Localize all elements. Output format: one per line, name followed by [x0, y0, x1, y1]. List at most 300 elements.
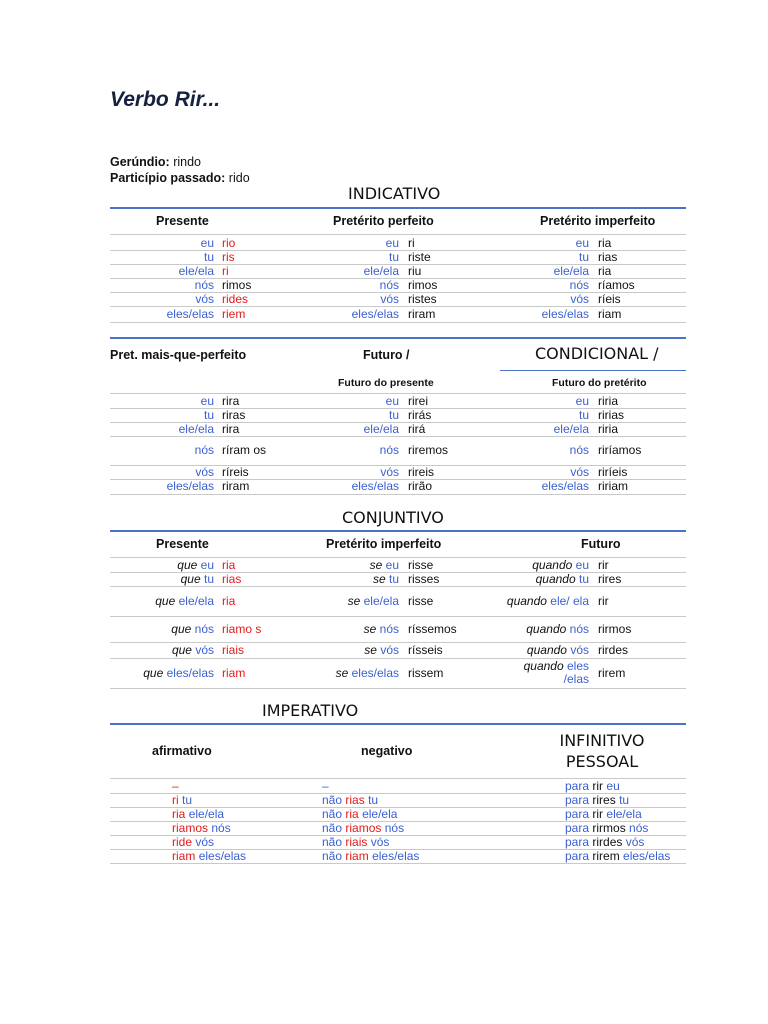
infinitivo-para: para	[565, 834, 590, 849]
condicional-heading: CONDICIONAL /	[535, 344, 659, 363]
ind-pronoun	[110, 264, 214, 278]
conj-conjunction: que	[180, 571, 201, 586]
ind-form-text: riem	[222, 306, 246, 321]
conj-pronoun-wrap	[526, 623, 589, 636]
ind-form-text: ria	[598, 235, 612, 250]
negativo-verb: riais	[345, 834, 368, 849]
afirmativo-pronoun: tu	[182, 792, 193, 807]
mqp-form	[408, 422, 498, 436]
mqp-form	[408, 408, 498, 422]
conj-pronoun-text: tu	[203, 571, 214, 586]
mqp-form	[222, 422, 278, 436]
mqp-form-text: rireis	[408, 464, 434, 479]
mqp-pronoun-text: nós	[569, 443, 589, 457]
imperativo-row	[110, 793, 686, 808]
ind-pronoun-text: eu	[575, 235, 589, 250]
mqp-form-text: rirás	[408, 407, 432, 422]
mqp-pronoun	[110, 465, 214, 479]
conj-pronoun-text: ele/ela	[178, 593, 214, 608]
negativo-nao: –	[322, 778, 329, 793]
conj-conjunction: se	[363, 621, 377, 636]
afirmativo-pronoun: nós	[211, 820, 231, 835]
conj-pronoun-wrap	[155, 595, 214, 608]
conj-form-text: ria	[222, 593, 236, 608]
ind-row	[110, 264, 686, 279]
mqp-form	[408, 436, 498, 465]
mqp-form	[598, 408, 686, 422]
conj-form	[598, 558, 686, 572]
indicativo-header-rule	[110, 234, 686, 235]
ind-pronoun-text: ele/ela	[363, 263, 399, 278]
conj-form-text: rissem	[408, 665, 444, 680]
conj-pronoun-wrap	[507, 595, 589, 608]
ind-pronoun	[290, 278, 399, 292]
ind-form	[222, 264, 278, 278]
ind-form-text: rias	[598, 249, 618, 264]
conj-form	[222, 558, 270, 572]
conj-pronoun-wrap	[177, 559, 214, 572]
ind-form	[598, 278, 686, 292]
conj-form-text: risse	[408, 593, 434, 608]
infinitivo-pronoun: eles/elas	[623, 848, 671, 863]
mqp-pronoun	[500, 436, 589, 465]
afirmativo-cell	[172, 807, 322, 821]
mqp-pronoun	[290, 465, 399, 479]
ind-pronoun	[500, 292, 589, 306]
mqp-form-text: riria	[598, 393, 618, 408]
conj-form-text: riamo s	[222, 621, 262, 636]
mqp-pronoun	[290, 436, 399, 465]
infinitivo-pronoun: nós	[629, 820, 649, 835]
conj-form	[222, 572, 270, 586]
conj-pronoun-text: ele/ela	[363, 593, 399, 608]
negativo-cell	[322, 779, 552, 793]
afirmativo-verb: ria	[172, 806, 186, 821]
conj-form	[408, 558, 498, 572]
ind-pronoun	[500, 278, 589, 292]
ind-pronoun	[290, 292, 399, 306]
mqp-form-text: rirei	[408, 393, 428, 408]
ind-form	[222, 236, 278, 250]
ind-form-text: rimos	[408, 277, 438, 292]
conj-conjunction: quando	[526, 621, 567, 636]
mqp-form	[598, 465, 686, 479]
mqp-row	[110, 422, 686, 437]
infinitivo-verb: rirmos	[592, 820, 626, 835]
conj-pronoun	[500, 658, 589, 688]
negativo-col-header: negativo	[361, 744, 413, 758]
mqp-pronoun-text: ele/ela	[553, 421, 589, 436]
conj-pronoun-text: tu	[578, 571, 589, 586]
futuro-col-header: Futuro /	[363, 348, 410, 362]
gerundio-value: rindo	[173, 155, 201, 169]
negativo-pronoun: nós	[384, 820, 405, 835]
ind-pronoun	[110, 306, 214, 322]
ind-pronoun	[290, 236, 399, 250]
conj-pronoun-wrap	[536, 573, 589, 586]
conj-pronoun	[110, 558, 214, 572]
conj-conjunction: se	[347, 593, 361, 608]
negativo-cell	[322, 835, 552, 849]
infinitivo-cell	[565, 779, 686, 793]
ind-form-text: ris	[222, 249, 235, 264]
conj-form	[222, 586, 270, 616]
conj-conjunction: quando	[535, 571, 576, 586]
participio-value: rido	[228, 171, 250, 185]
mqp-pronoun	[500, 479, 589, 494]
ind-pronoun-text: tu	[203, 249, 214, 264]
conj-conjunction: se	[372, 571, 386, 586]
ind-pronoun	[110, 250, 214, 264]
ind-form-text: ristes	[408, 291, 437, 306]
negativo-nao: não	[322, 848, 343, 863]
participio-line	[110, 171, 250, 185]
ind-pronoun	[290, 264, 399, 278]
mqp-form-text: rira	[222, 421, 240, 436]
futuro-preterito-sub: Futuro do pretérito	[552, 377, 647, 389]
conj-pronoun	[500, 558, 589, 572]
ind-form	[222, 306, 278, 322]
conj-form	[408, 572, 498, 586]
negativo-verb: rias	[345, 792, 365, 807]
mqp-row	[110, 408, 686, 423]
conj-pronoun-wrap	[348, 595, 399, 608]
mqp-form	[408, 479, 498, 494]
conj-pronoun-wrap	[364, 644, 399, 657]
mqp-pronoun	[110, 436, 214, 465]
mqp-form	[222, 465, 278, 479]
conj-form	[408, 642, 498, 658]
conj-form	[598, 658, 686, 688]
conj-conjunction: que	[143, 665, 164, 680]
conj-pronoun-wrap	[373, 573, 399, 586]
ind-pronoun	[500, 236, 589, 250]
afirmativo-cell	[172, 821, 322, 835]
gerundio-line	[110, 155, 201, 169]
afirmativo-cell	[172, 779, 322, 793]
imperativo-row	[110, 835, 686, 850]
mqp-form	[598, 422, 686, 436]
infinitivo-cell	[565, 807, 686, 821]
negativo-nao: não	[322, 806, 343, 821]
ind-form	[408, 250, 498, 264]
mqp-form-text: riram	[222, 479, 250, 493]
negativo-cell	[322, 793, 552, 807]
mqp-pronoun-text: eu	[200, 393, 214, 408]
ind-form	[408, 236, 498, 250]
negativo-pronoun: vós	[370, 834, 390, 849]
indicativo-col-imperfeito: Pretérito imperfeito	[540, 214, 656, 228]
conj-pronoun	[290, 642, 399, 658]
ind-pronoun	[500, 250, 589, 264]
conj-form	[222, 616, 270, 642]
ind-pronoun-text: eu	[200, 235, 214, 250]
conjuntivo-heading: CONJUNTIVO	[342, 508, 444, 527]
conjuntivo-col-presente: Presente	[156, 537, 209, 551]
ind-form	[598, 236, 686, 250]
ind-form-text: rio	[222, 235, 236, 250]
conj-pronoun-text: tu	[388, 571, 399, 586]
ind-pronoun-text: eles/elas	[541, 306, 589, 321]
mqp-form-text: riria	[598, 421, 618, 436]
mqp-form-text: ríram os	[222, 443, 267, 457]
afirmativo-verb: riamos	[172, 820, 209, 835]
conj-form-text: rias	[222, 571, 242, 586]
afirmativo-cell	[172, 793, 322, 807]
ind-form	[598, 264, 686, 278]
negativo-verb: riamos	[345, 820, 382, 835]
ind-pronoun	[500, 264, 589, 278]
futuro-presente-sub: Futuro do presente	[338, 377, 434, 389]
afirmativo-verb: ride	[172, 834, 193, 849]
infinitivo-pronoun: vós	[625, 834, 645, 849]
ind-pronoun-text: eles/elas	[351, 306, 399, 321]
ind-pronoun-text: eles/elas	[166, 306, 214, 321]
infinitivo-pronoun: eu	[606, 778, 620, 793]
mqp-form-text: ririas	[598, 407, 624, 422]
ind-form	[222, 250, 278, 264]
mqp-pronoun	[110, 408, 214, 422]
mqp-pronoun-text: eu	[575, 393, 589, 408]
ind-form	[408, 278, 498, 292]
conj-pronoun-text: ele/ ela	[550, 593, 589, 608]
mqp-pronoun-text: nós	[379, 443, 399, 457]
negativo-verb: riam	[345, 848, 369, 863]
ind-pronoun-text: tu	[578, 249, 589, 264]
indicativo-col-perfeito: Pretérito perfeito	[333, 214, 434, 228]
conj-form	[598, 586, 686, 616]
ind-form-text: riram	[408, 306, 436, 321]
conj-pronoun-wrap	[370, 559, 399, 572]
conj-pronoun-wrap	[364, 623, 399, 636]
conj-pronoun	[110, 642, 214, 658]
conj-pronoun-text: eles /elas	[563, 659, 589, 686]
negativo-cell	[322, 849, 552, 863]
infinitivo-para: para	[565, 778, 590, 793]
indicativo-heading: INDICATIVO	[348, 184, 441, 203]
conj-pronoun-wrap	[532, 559, 589, 572]
conj-pronoun-wrap	[181, 573, 214, 586]
conj-pronoun-text: eu	[575, 557, 589, 572]
negativo-pronoun: tu	[368, 792, 379, 807]
indicativo-top-rule	[110, 207, 686, 209]
conj-form	[408, 658, 498, 688]
mqp-pronoun-text: ele/ela	[178, 421, 214, 436]
mqp-form-text: rira	[222, 393, 240, 408]
mqp-row	[110, 394, 686, 409]
mqp-form-text: riremos	[408, 443, 449, 457]
imperativo-row	[110, 821, 686, 836]
ind-pronoun	[290, 306, 399, 322]
ind-row	[110, 278, 686, 293]
mqp-pronoun	[500, 394, 589, 408]
mqp-form-text: rirão	[408, 479, 433, 493]
mqp-form	[598, 479, 686, 494]
ind-form	[408, 306, 498, 322]
mqp-form-text: riras	[222, 407, 246, 422]
mqp-pronoun	[110, 422, 214, 436]
mqp-pronoun-text: eles/elas	[351, 479, 399, 493]
negativo-nao: não	[322, 792, 343, 807]
conj-form-text: riam	[222, 665, 246, 680]
conj-pronoun-text: nós	[194, 621, 214, 636]
conj-form-text: rirmos	[598, 621, 632, 636]
mqp-pronoun	[500, 422, 589, 436]
mqp-top-rule	[110, 337, 686, 339]
conj-form-text: ríssemos	[408, 621, 457, 636]
ind-row	[110, 292, 686, 307]
conj-row	[110, 586, 686, 617]
negativo-pronoun: ele/ela	[362, 806, 398, 821]
conj-form	[222, 658, 270, 688]
conj-pronoun	[110, 572, 214, 586]
ind-form-text: ria	[598, 263, 612, 278]
conj-pronoun	[500, 616, 589, 642]
afirmativo-verb: –	[172, 778, 179, 793]
ind-pronoun-text: ele/ela	[178, 263, 214, 278]
imperativo-row	[110, 807, 686, 822]
negativo-nao: não	[322, 820, 343, 835]
mqp-pronoun-text: eles/elas	[166, 479, 214, 493]
infinitivo-cell	[565, 849, 686, 863]
mqp-form	[222, 394, 278, 408]
conj-row	[110, 572, 686, 587]
conj-form	[408, 586, 498, 616]
conj-conjunction: quando	[523, 659, 564, 673]
negativo-cell	[322, 807, 552, 821]
ind-pronoun-text: eu	[385, 235, 399, 250]
mqp-pronoun-text: eles/elas	[541, 479, 589, 493]
condicional-rule	[500, 370, 686, 371]
mqp-pronoun-text: nós	[194, 443, 214, 457]
mqp-pronoun-text: vós	[380, 464, 399, 479]
mqp-pronoun-text: ele/ela	[363, 421, 399, 436]
conj-form-text: ria	[222, 557, 236, 572]
ind-form-text: ri	[408, 235, 415, 250]
mqp-form	[222, 408, 278, 422]
conj-pronoun-wrap	[527, 644, 589, 657]
conj-conjunction: que	[177, 557, 198, 572]
conj-pronoun-text: eles/elas	[166, 665, 214, 680]
conj-form-text: rísseis	[408, 642, 443, 657]
afirmativo-pronoun: vós	[195, 834, 215, 849]
mqp-form	[598, 436, 686, 465]
mqp-form	[222, 479, 278, 494]
mqp-form-text: ríreis	[222, 464, 249, 479]
conj-conjunction: quando	[526, 642, 567, 657]
infinitivo-pronoun: tu	[619, 792, 630, 807]
conj-pronoun-wrap	[143, 667, 214, 680]
conj-pronoun	[290, 586, 399, 616]
conj-pronoun-text: vós	[195, 642, 214, 657]
afirmativo-cell	[172, 835, 322, 849]
ind-form-text: ríeis	[598, 291, 621, 306]
infinitivo-verb: rires	[592, 792, 616, 807]
conj-pronoun-wrap	[171, 623, 214, 636]
ind-form-text: riu	[408, 263, 422, 278]
mqp-pronoun	[110, 479, 214, 494]
conj-form-text: risses	[408, 571, 440, 586]
conj-form-text: rir	[598, 557, 609, 572]
mqp-form-text: riríeis	[598, 464, 628, 479]
ind-form	[598, 306, 686, 322]
conj-pronoun	[500, 642, 589, 658]
afirmativo-cell	[172, 849, 322, 863]
conj-pronoun	[290, 658, 399, 688]
afirmativo-verb: riam	[172, 848, 196, 863]
imperativo-row	[110, 779, 686, 794]
infinitivo-verb: rirdes	[592, 834, 623, 849]
page-title: Verbo Rir...	[110, 88, 221, 111]
conj-form-text: rires	[598, 571, 622, 586]
conj-pronoun-text: eu	[200, 557, 214, 572]
ind-pronoun-text: nós	[569, 277, 589, 292]
mqp-form	[408, 394, 498, 408]
conj-form	[598, 572, 686, 586]
ind-pronoun	[500, 306, 589, 322]
ind-pronoun-text: vós	[195, 291, 214, 306]
ind-form-text: riam	[598, 306, 622, 321]
conj-pronoun-text: nós	[569, 621, 589, 636]
imperativo-row	[110, 849, 686, 864]
mqp-pronoun-text: vós	[570, 464, 589, 479]
mqp-row	[110, 436, 686, 466]
ind-form	[408, 264, 498, 278]
negativo-pronoun: eles/elas	[372, 848, 420, 863]
infinitivo-verb: rir	[592, 806, 604, 821]
conj-pronoun-text: eu	[385, 557, 399, 572]
conjuntivo-col-imperfeito: Pretérito imperfeito	[326, 537, 442, 551]
infinitivo-cell	[565, 835, 686, 849]
conj-conjunction: quando	[532, 557, 573, 572]
infinitivo-cell	[565, 793, 686, 807]
mqp-row	[110, 465, 686, 480]
conj-pronoun	[110, 616, 214, 642]
conj-pronoun	[110, 586, 214, 616]
conj-form-text: rir	[598, 593, 609, 608]
conj-conjunction: se	[364, 642, 377, 657]
ind-pronoun	[110, 236, 214, 250]
conj-pronoun-wrap	[336, 667, 399, 680]
ind-pronoun-text: ele/ela	[553, 263, 589, 278]
mqp-form-text: ririam	[598, 479, 628, 493]
afirmativo-pronoun: ele/ela	[188, 806, 225, 821]
infinitivo-verb: rir	[592, 778, 604, 793]
ind-form	[598, 292, 686, 306]
mqp-pronoun	[500, 465, 589, 479]
ind-form	[408, 292, 498, 306]
ind-form-text: riste	[408, 249, 431, 264]
ind-pronoun-text: nós	[194, 277, 214, 292]
ind-form	[222, 292, 278, 306]
conj-pronoun-text: nós	[379, 621, 399, 636]
mqp-form-text: riríamos	[598, 443, 642, 457]
conj-conjunction: se	[335, 665, 349, 680]
imperativo-heading: IMPERATIVO	[262, 701, 359, 720]
mqp-pronoun	[500, 408, 589, 422]
infinitivo-para: para	[565, 848, 590, 863]
conj-pronoun-text: vós	[570, 642, 589, 657]
conj-pronoun-text: eles/elas	[351, 665, 399, 680]
conj-pronoun	[110, 658, 214, 688]
participio-label: Particípio passado:	[110, 171, 226, 185]
conj-pronoun	[500, 586, 589, 616]
negativo-cell	[322, 821, 552, 835]
ind-pronoun	[110, 278, 214, 292]
ind-form-text: ri	[222, 263, 229, 278]
mqp-pronoun	[290, 408, 399, 422]
ind-pronoun-text: vós	[380, 291, 399, 306]
